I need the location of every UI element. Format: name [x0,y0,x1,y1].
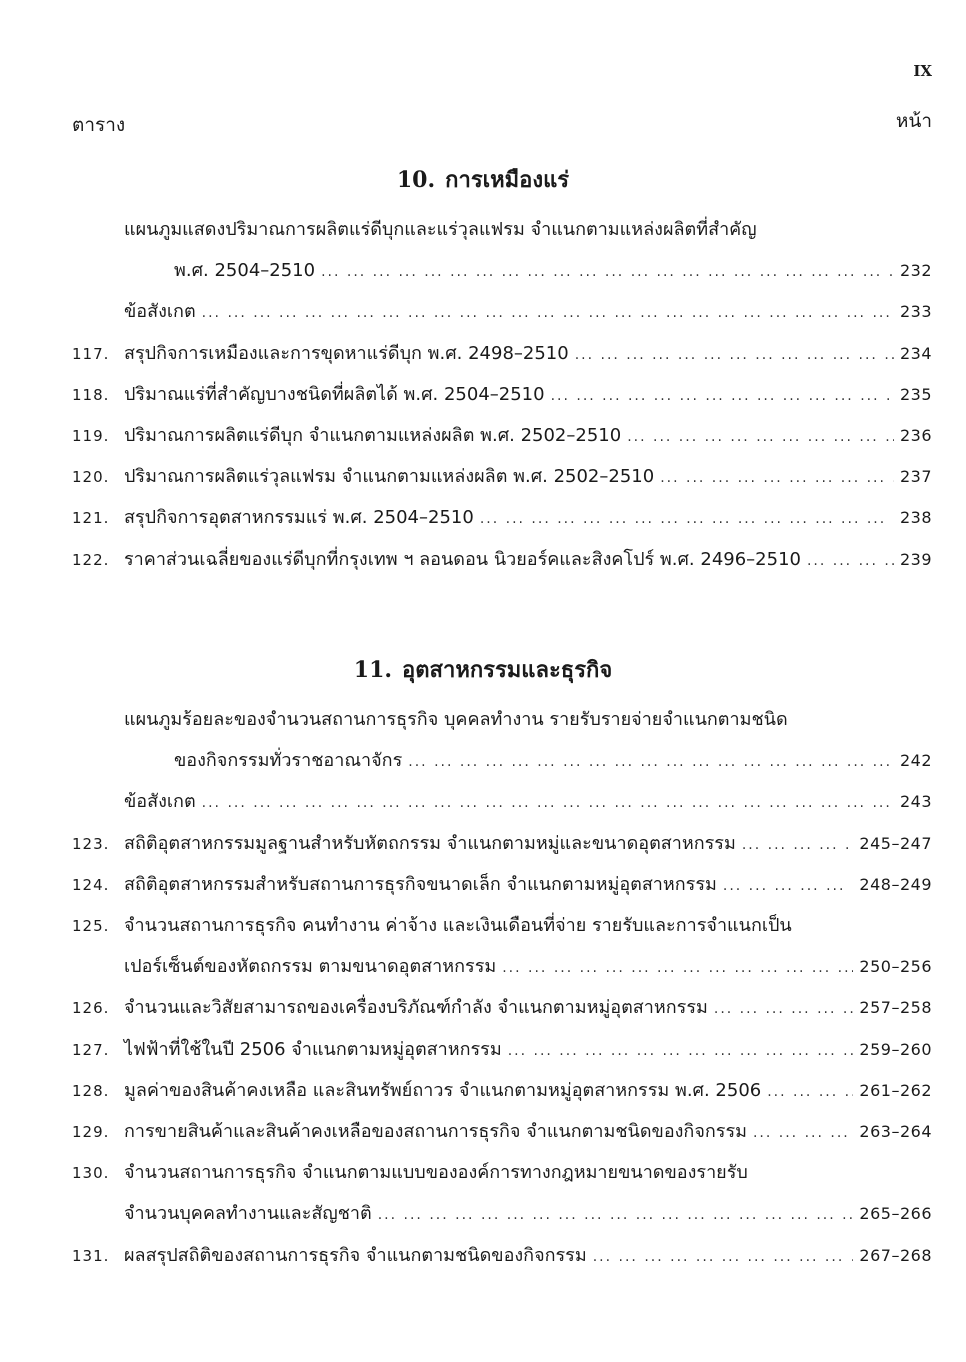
section-heading [0,162,966,197]
entry-title: ผลสรุปสถิติของสถานการธุรกิจ จำแนกตามชนิดของกิจกรรม [124,1245,587,1266]
entry-number: 122. [72,551,110,569]
dot-leader [753,1125,853,1141]
entry-title: สรุปกิจการอุตสาหกรรมแร่ พ.ศ. 2504–2510 [124,507,474,528]
toc-entry[interactable] [72,544,932,574]
column-header-page: หน้า [895,110,932,132]
toc-entry[interactable] [72,869,932,899]
dot-leader [714,1001,854,1017]
section-number: 11. [353,657,393,683]
entry-page: 235 [899,385,932,404]
entry-number: 128. [72,1082,110,1100]
toc-entry[interactable] [72,379,932,409]
dot-leader [408,754,894,770]
toc-entry[interactable] [72,1075,932,1105]
entry-page: 245–247 [859,834,932,853]
entry-number: 120. [72,468,110,486]
column-header-table: ตาราง [72,114,126,136]
dot-leader [508,1043,854,1059]
entry-page: 238 [899,508,932,527]
entry-page: 248–249 [859,875,932,894]
entry-page: 237 [899,467,932,486]
entry-title: มูลค่าของสินค้าคงเหลือ และสินทรัพย์ถาวร จำแนกตามหมู่อุตสาหกรรม พ.ศ. 2506 [124,1080,762,1101]
entry-title: จำนวนสถานการธุรกิจ จำแนกตามแบบขององค์การทางกฎหมายขนาดของรายรับ [124,1162,748,1183]
entry-page: 263–264 [859,1122,932,1141]
toc-entry[interactable] [72,502,932,532]
entry-title: ข้อสังเกต [124,791,196,812]
dot-leader [575,347,894,363]
entry-page: 250–256 [859,957,932,976]
dot-leader [502,960,853,976]
toc-entry[interactable] [72,338,932,368]
entry-title: สรุปกิจการเหมืองและการขุดหาแร่ดีบุก พ.ศ. 2498–2510 [124,343,569,364]
entry-number: 123. [72,835,110,853]
entry-number: 119. [72,427,110,445]
entry-page: 242 [899,751,932,770]
entry-title: เปอร์เซ็นต์ของหัตถกรรม ตามขนาดอุตสาหกรรม [124,956,497,977]
page-number: IX [913,62,932,80]
entry-title: แผนภูมร้อยละของจำนวนสถานการธุรกิจ บุคคลทำงาน รายรับรายจ่ายจำแนกตามชนิด [124,709,788,730]
toc-entry[interactable] [72,296,932,326]
toc-entry[interactable] [72,828,932,858]
entry-page: 236 [899,426,932,445]
entry-title: ปริมาณการผลิตแร่ดีบุก จำแนกตามแหล่งผลิต พ.ศ. 2502–2510 [124,425,622,446]
dot-leader [660,470,894,486]
entry-title: จำนวนบุคคลทำงานและสัญชาติ [124,1203,372,1224]
section-heading [0,652,966,687]
entry-title: จำนวนสถานการธุรกิจ คนทำงาน ค่าจ้าง และเงินเดือนที่จ่าย รายรับและการจำแนกเป็น [124,915,792,936]
entry-page: 259–260 [859,1040,932,1059]
entry-title: ปริมาณแร่ที่สำคัญบางชนิดที่ผลิตได้ พ.ศ. 2504–2510 [124,384,545,405]
dot-leader [742,837,854,853]
entry-page: 243 [899,792,932,811]
toc-entry[interactable] [72,461,932,491]
entry-number: 131. [72,1247,110,1265]
section-title: การเหมืองแร่ [445,168,570,193]
entry-title: แผนภูมแสดงปริมาณการผลิตแร่ดีบุกและแร่วุลแฟรม จำแนกตามแหล่งผลิตที่สำคัญ [124,219,757,240]
section-title: อุตสาหกรรมและธุรกิจ [402,658,613,683]
entry-page: 232 [899,261,932,280]
dot-leader [807,553,894,569]
entry-number: 129. [72,1123,110,1141]
dot-leader [321,264,894,280]
dot-leader [767,1084,853,1100]
entry-number: 124. [72,876,110,894]
entry-title: จำนวนและวิสัยสามารถของเครื่องบริภัณฑ์กำลัง จำแนกตามหมู่อุตสาหกรรม [124,997,708,1018]
toc-entry[interactable] [72,910,932,940]
toc-entry[interactable] [72,1240,932,1270]
dot-leader [723,878,854,894]
entry-number: 121. [72,509,110,527]
toc-entry[interactable] [72,1198,932,1228]
toc-entry[interactable] [72,420,932,450]
toc-entry[interactable] [72,745,932,775]
entry-title: ปริมาณการผลิตแร่วุลแฟรม จำแนกตามแหล่งผลิต พ.ศ. 2502–2510 [124,466,655,487]
entry-number: 118. [72,386,110,404]
entry-number: 127. [72,1041,110,1059]
entry-title: ไฟฟ้าที่ใช้ในปี 2506 จำแนกตามหมู่อุตสาหกรรม [124,1039,502,1060]
toc-entry[interactable] [72,1034,932,1064]
entry-title: การขายสินค้าและสินค้าคงเหลือของสถานการธุรกิจ จำแนกตามชนิดของกิจกรรม [124,1121,747,1142]
dot-leader [202,795,894,811]
entry-page: 239 [899,550,932,569]
entry-page: 233 [899,302,932,321]
entry-number: 117. [72,345,110,363]
toc-entry[interactable] [72,992,932,1022]
entry-page: 261–262 [859,1081,932,1100]
entry-page: 265–266 [859,1204,932,1223]
dot-leader [378,1207,854,1223]
toc-entry[interactable] [72,786,932,816]
dot-leader [202,305,894,321]
toc-entry[interactable] [72,255,932,285]
entry-title: สถิติอุตสาหกรรมมูลฐานสำหรับหัตถกรรม จำแนกตามหมู่และขนาดอุตสาหกรรม [124,833,736,854]
toc-entry[interactable] [72,951,932,981]
toc-entry[interactable] [72,1116,932,1146]
toc-entry[interactable] [72,1157,932,1187]
section-number: 10. [396,167,436,193]
dot-leader [551,388,894,404]
entry-page: 257–258 [859,998,932,1017]
entry-number: 125. [72,917,110,935]
toc-entry[interactable] [72,214,932,244]
entry-page: 234 [899,344,932,363]
entry-number: 126. [72,999,110,1017]
entry-title: ราคาส่วนเฉลี่ยของแร่ดีบุกที่กรุงเทพ ฯ ลอนดอน นิวยอร์คและสิงคโปร์ พ.ศ. 2496–2510 [124,549,801,570]
entry-page: 267–268 [859,1246,932,1265]
dot-leader [627,429,894,445]
entry-title: พ.ศ. 2504–2510 [174,260,316,281]
entry-title: สถิติอุตสาหกรรมสำหรับสถานการธุรกิจขนาดเล็ก จำแนกตามหมู่อุตสาหกรรม [124,874,717,895]
toc-entry[interactable] [72,704,932,734]
dot-leader [480,511,894,527]
entry-number: 130. [72,1164,110,1182]
dot-leader [593,1249,854,1265]
entry-title: ของกิจกรรมทั่วราชอาณาจักร [174,750,403,771]
entry-title: ข้อสังเกต [124,301,196,322]
